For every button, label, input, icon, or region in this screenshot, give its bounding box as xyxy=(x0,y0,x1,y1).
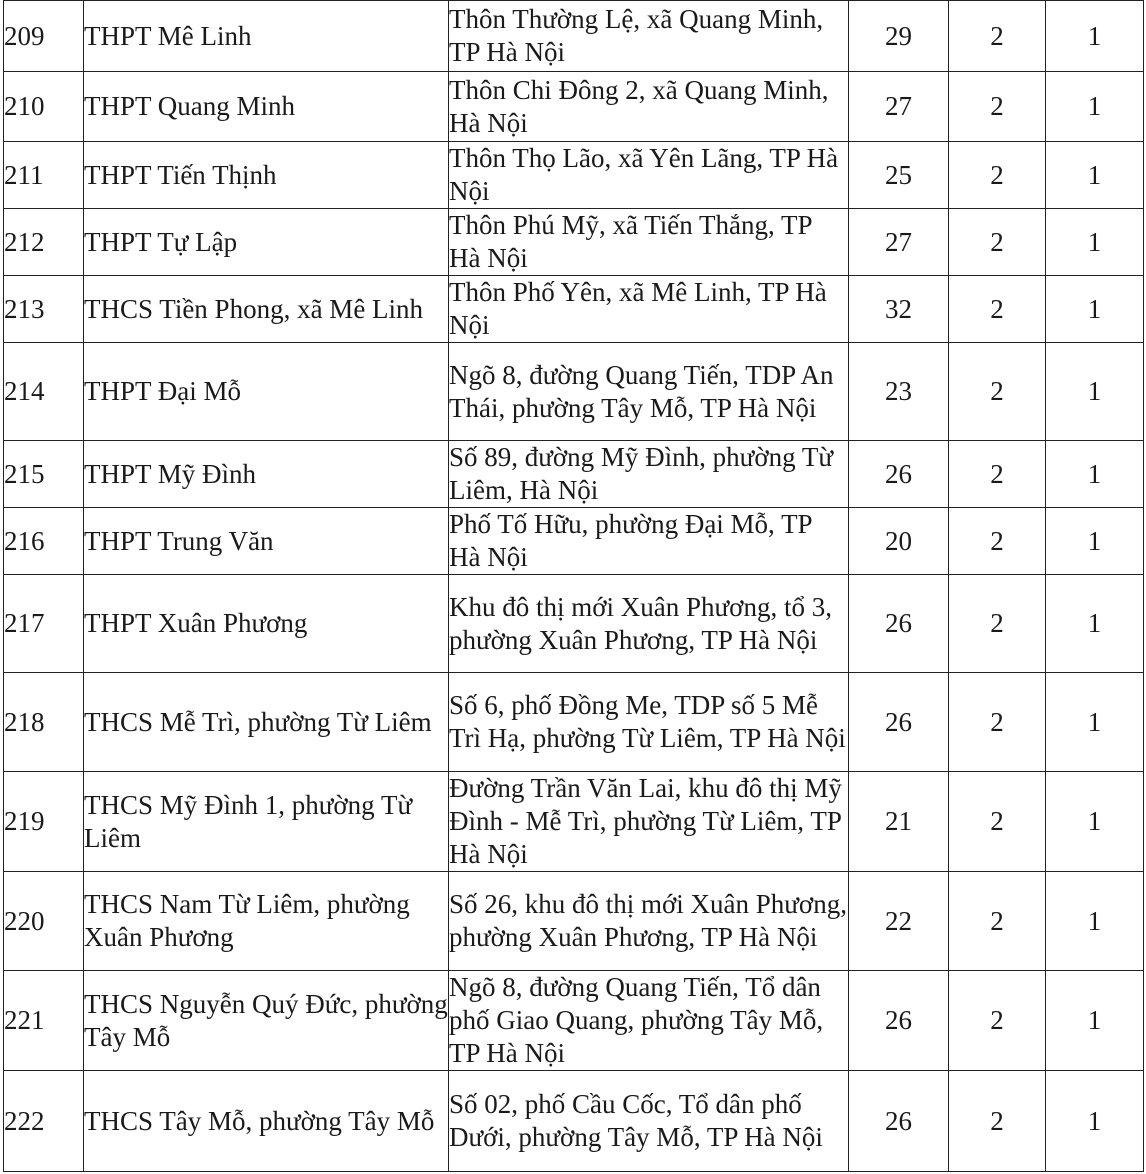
school-address: Thôn Phố Yên, xã Mê Linh, TP Hà Nội xyxy=(449,276,849,343)
column-6-value: 1 xyxy=(1046,72,1144,142)
room-count: 23 xyxy=(849,343,949,441)
column-5-value: 2 xyxy=(949,343,1046,441)
row-number: 220 xyxy=(4,872,84,971)
column-6-value: 1 xyxy=(1046,142,1144,209)
school-name: THCS Mỹ Đình 1, phường Từ Liêm xyxy=(84,772,449,872)
room-count: 26 xyxy=(849,1071,949,1172)
school-name: THCS Mễ Trì, phường Từ Liêm xyxy=(84,673,449,772)
table-row xyxy=(4,971,1144,1071)
row-number: 215 xyxy=(4,441,84,508)
row-number: 211 xyxy=(4,142,84,209)
room-count: 25 xyxy=(849,142,949,209)
column-5-value: 2 xyxy=(949,209,1046,276)
table-row xyxy=(4,772,1144,872)
room-count: 26 xyxy=(849,673,949,772)
room-count: 27 xyxy=(849,209,949,276)
schools-table xyxy=(3,0,1144,1172)
row-number: 212 xyxy=(4,209,84,276)
school-name: THPT Đại Mỗ xyxy=(84,343,449,441)
row-number: 221 xyxy=(4,971,84,1071)
column-6-value: 1 xyxy=(1046,575,1144,673)
table-row xyxy=(4,508,1144,575)
column-6-value: 1 xyxy=(1046,209,1144,276)
column-5-value: 2 xyxy=(949,772,1046,872)
column-6-value: 1 xyxy=(1046,1071,1144,1172)
school-address: Thôn Thọ Lão, xã Yên Lãng, TP Hà Nội xyxy=(449,142,849,209)
column-5-value: 2 xyxy=(949,276,1046,343)
column-5-value: 2 xyxy=(949,673,1046,772)
school-name: THCS Tiền Phong, xã Mê Linh xyxy=(84,276,449,343)
room-count: 20 xyxy=(849,508,949,575)
table-row xyxy=(4,673,1144,772)
room-count: 26 xyxy=(849,441,949,508)
school-address: Khu đô thị mới Xuân Phương, tổ 3, phường Xuân Phương, TP Hà Nội xyxy=(449,575,849,673)
table-row xyxy=(4,343,1144,441)
row-number: 219 xyxy=(4,772,84,872)
table-row xyxy=(4,872,1144,971)
column-6-value: 1 xyxy=(1046,772,1144,872)
school-name: THPT Trung Văn xyxy=(84,508,449,575)
table-row xyxy=(4,1071,1144,1172)
school-address: Số 89, đường Mỹ Đình, phường Từ Liêm, Hà Nội xyxy=(449,441,849,508)
row-number: 209 xyxy=(4,1,84,72)
room-count: 32 xyxy=(849,276,949,343)
room-count: 29 xyxy=(849,1,949,72)
column-6-value: 1 xyxy=(1046,1,1144,72)
column-6-value: 1 xyxy=(1046,343,1144,441)
room-count: 26 xyxy=(849,575,949,673)
school-address: Thôn Phú Mỹ, xã Tiến Thắng, TP Hà Nội xyxy=(449,209,849,276)
school-name: THPT Mỹ Đình xyxy=(84,441,449,508)
column-6-value: 1 xyxy=(1046,971,1144,1071)
column-5-value: 2 xyxy=(949,72,1046,142)
room-count: 26 xyxy=(849,971,949,1071)
room-count: 21 xyxy=(849,772,949,872)
school-name: THCS Nam Từ Liêm, phường Xuân Phương xyxy=(84,872,449,971)
school-address: Ngõ 8, đường Quang Tiến, Tổ dân phố Giao Quang, phường Tây Mỗ, TP Hà Nội xyxy=(449,971,849,1071)
school-address: Thôn Thường Lệ, xã Quang Minh, TP Hà Nội xyxy=(449,1,849,72)
column-6-value: 1 xyxy=(1046,508,1144,575)
school-name: THPT Quang Minh xyxy=(84,72,449,142)
table-row xyxy=(4,1,1144,72)
room-count: 27 xyxy=(849,72,949,142)
column-5-value: 2 xyxy=(949,1071,1046,1172)
column-6-value: 1 xyxy=(1046,872,1144,971)
column-5-value: 2 xyxy=(949,142,1046,209)
column-5-value: 2 xyxy=(949,971,1046,1071)
column-6-value: 1 xyxy=(1046,276,1144,343)
table-row xyxy=(4,142,1144,209)
row-number: 218 xyxy=(4,673,84,772)
school-name: THCS Nguyễn Quý Đức, phường Tây Mỗ xyxy=(84,971,449,1071)
room-count: 22 xyxy=(849,872,949,971)
school-address: Ngõ 8, đường Quang Tiến, TDP An Thái, phường Tây Mỗ, TP Hà Nội xyxy=(449,343,849,441)
school-address: Số 26, khu đô thị mới Xuân Phương, phường Xuân Phương, TP Hà Nội xyxy=(449,872,849,971)
table-body xyxy=(4,1,1144,1172)
school-name: THPT Xuân Phương xyxy=(84,575,449,673)
table-row xyxy=(4,575,1144,673)
column-5-value: 2 xyxy=(949,441,1046,508)
school-name: THPT Tự Lập xyxy=(84,209,449,276)
school-name: THCS Tây Mỗ, phường Tây Mỗ xyxy=(84,1071,449,1172)
school-address: Phố Tố Hữu, phường Đại Mỗ, TP Hà Nội xyxy=(449,508,849,575)
school-address: Thôn Chi Đông 2, xã Quang Minh, Hà Nội xyxy=(449,72,849,142)
table-row xyxy=(4,441,1144,508)
school-name: THPT Mê Linh xyxy=(84,1,449,72)
column-5-value: 2 xyxy=(949,872,1046,971)
row-number: 214 xyxy=(4,343,84,441)
school-address: Đường Trần Văn Lai, khu đô thị Mỹ Đình - Mễ Trì, phường Từ Liêm, TP Hà Nội xyxy=(449,772,849,872)
row-number: 217 xyxy=(4,575,84,673)
column-5-value: 2 xyxy=(949,508,1046,575)
school-name: THPT Tiến Thịnh xyxy=(84,142,449,209)
school-address: Số 02, phố Cầu Cốc, Tổ dân phố Dưới, phường Tây Mỗ, TP Hà Nội xyxy=(449,1071,849,1172)
row-number: 213 xyxy=(4,276,84,343)
column-6-value: 1 xyxy=(1046,441,1144,508)
school-address: Số 6, phố Đồng Me, TDP số 5 Mễ Trì Hạ, phường Từ Liêm, TP Hà Nội xyxy=(449,673,849,772)
table-row xyxy=(4,209,1144,276)
table-row xyxy=(4,72,1144,142)
column-5-value: 2 xyxy=(949,1,1046,72)
column-6-value: 1 xyxy=(1046,673,1144,772)
column-5-value: 2 xyxy=(949,575,1046,673)
row-number: 222 xyxy=(4,1071,84,1172)
row-number: 210 xyxy=(4,72,84,142)
row-number: 216 xyxy=(4,508,84,575)
table-row xyxy=(4,276,1144,343)
